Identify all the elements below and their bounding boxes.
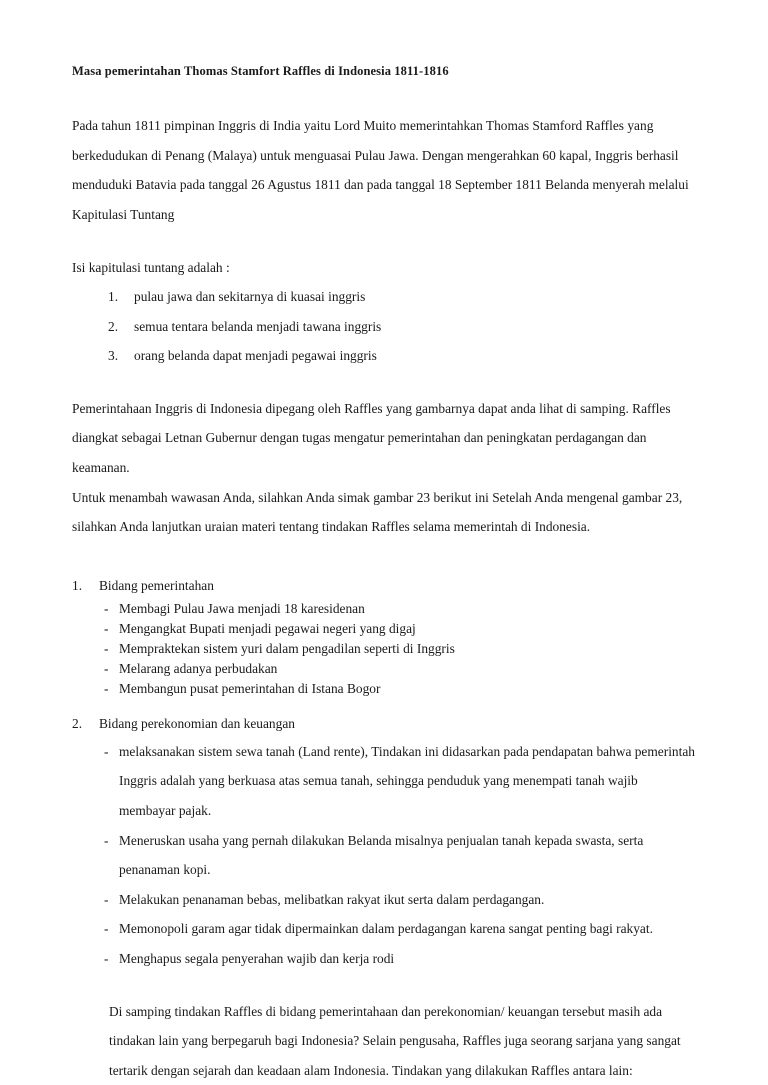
section-marker: 2. (72, 715, 83, 731)
list-item (104, 599, 696, 619)
list-item-label: pulau jawa dan sekitarnya di kuasai inggris (134, 289, 366, 305)
dash-marker: - (104, 640, 109, 656)
dash-marker: - (104, 891, 109, 907)
list-marker: 2. (108, 318, 119, 334)
list-marker: 3. (108, 348, 119, 364)
section-heading: Bidang perekonomian dan keuangan (99, 715, 295, 731)
section-bullets (99, 599, 696, 699)
list-item (72, 282, 696, 312)
dash-marker: - (104, 660, 109, 676)
closing-block (109, 997, 696, 1085)
list-item-label: Mempraktekan sistem yuri dalam pengadilan seperti di Inggris (119, 640, 455, 656)
dash-marker: - (104, 951, 109, 966)
list-item (72, 312, 696, 342)
paragraph-instruction: Untuk menambah wawasan Anda, silahkan Anda simak gambar 23 berikut ini Setelah Anda mengenal gambar 23, silahkan Anda lanjutkan uraian materi tentang tindakan Raffles selama memerintah di Indonesia. (72, 489, 683, 535)
list-item (104, 659, 696, 679)
list-item (104, 619, 696, 639)
paragraph-government: Pemerintahaan Inggris di Indonesia dipegang oleh Raffles yang gambarnya dapat anda lihat di samping. Raffles diangkat sebagai Letnan Gubernur dengan tugas mengatur pemerintahan dan peningkatan perdagangan dan keamanan. (72, 400, 671, 476)
list-item-label: Meneruskan usaha yang pernah dilakukan Belanda misalnya penjualan tanah kepada swasta, serta penanaman kopi. (119, 832, 644, 878)
list-item-label: melaksanakan sistem sewa tanah (Land rente), Tindakan ini didasarkan pada pendapatan bahwa pemerintah Inggris adalah yang berkuasa atas semua tanah, sehingga penduduk yang menempati tanah wajib membayar pajak. (119, 743, 695, 819)
paragraph-intro: Pada tahun 1811 pimpinan Inggris di India yaitu Lord Muito memerintahkan Thomas Stamford Raffles yang berkedudukan di Penang (Malaya) untuk menguasai Pulau Jawa. Dengan mengerahkan 60 kapal, Inggris berhasil menduduki Batavia pada tanggal 26 Agustus 1811 dan pada tanggal 18 September 1811 Belanda menyerah melalui Kapitulasi Tuntang (72, 118, 689, 222)
list-item (104, 737, 696, 826)
dash-marker: - (104, 620, 109, 636)
list-item-label: Menghapus segala penyerahan wajib dan kerja rodi (119, 951, 395, 966)
section-bullets (99, 737, 696, 974)
section-bidang-pemerintahan (72, 573, 696, 699)
list-item (104, 639, 696, 659)
list-item (104, 944, 696, 974)
list-item (104, 885, 696, 915)
dash-marker: - (104, 921, 109, 937)
page-title: Masa pemerintahan Thomas Stamfort Raffles di Indonesia 1811-1816 (72, 64, 449, 78)
spacer (72, 699, 696, 711)
section-marker: 1. (72, 577, 83, 593)
capitulation-list (72, 282, 696, 371)
spacer (72, 230, 696, 253)
spacer (72, 80, 696, 111)
section-bidang-perekonomian (72, 711, 696, 974)
paragraph-closing: Di samping tindakan Raffles di bidang pemerintahaan dan perekonomian/ keuangan tersebut masih ada tindakan lain yang berpegaruh bagi Indonesia? Selain pengusaha, Raffles juga seorang sarjana yang sangat tertarik dengan sejarah dan keadaan alam Indonesia. Tindakan yang dilakukan Raffles antara lain: (109, 1003, 681, 1078)
list-item-label: orang belanda dapat menjadi pegawai inggris (134, 348, 377, 364)
capitulation-lead-in: Isi kapitulasi tuntang adalah : (72, 259, 230, 275)
list-item-label: semua tentara belanda menjadi tawana inggris (134, 318, 382, 334)
list-item (72, 341, 696, 371)
spacer (72, 974, 696, 997)
section-heading: Bidang pemerintahan (99, 577, 214, 593)
spacer (72, 542, 696, 573)
dash-marker: - (104, 600, 109, 616)
spacer (72, 371, 696, 394)
dash-marker: - (104, 680, 109, 696)
dash-marker: - (104, 832, 109, 848)
list-item-label: Membangun pusat pemerintahan di Istana Bogor (119, 680, 381, 696)
list-marker: 1. (108, 289, 119, 305)
list-item (104, 679, 696, 699)
list-item (104, 826, 696, 885)
list-item-label: Memonopoli garam agar tidak dipermainkan dalam perdagangan karena sangat penting bagi rakyat. (119, 921, 653, 937)
actions-list (72, 573, 696, 974)
dash-marker: - (104, 743, 109, 759)
list-item (104, 914, 696, 944)
list-item-label: Membagi Pulau Jawa menjadi 18 karesidenan (119, 600, 365, 616)
list-item-label: Melakukan penanaman bebas, melibatkan rakyat ikut serta dalam perdagangan. (119, 891, 545, 907)
list-item-label: Mengangkat Bupati menjadi pegawai negeri yang digaj (119, 620, 416, 636)
list-item-label: Melarang adanya perbudakan (119, 660, 278, 676)
